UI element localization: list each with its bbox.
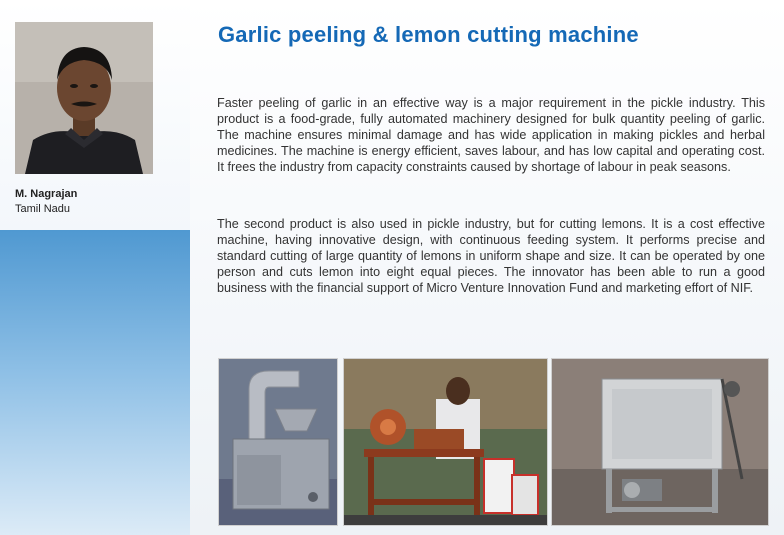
lemon-cutting-machine-photo <box>343 358 548 526</box>
article-title: Garlic peeling & lemon cutting machine <box>218 22 639 47</box>
article-paragraph-1: Faster peeling of garlic in an effective way is a major requirement in the pickle industry. This product is a food-grade, fully automated machinery designed for bulk quantity peeling of garlic. The machine ensures minimal damage and has wide application in making pickles and herbal medicines. The machine is energy efficient, saves labour, and has low capital and operating cost. It frees the industry from capacity constraints caused by shortage of labour in peak seasons. <box>217 96 765 174</box>
innovator-location: Tamil Nadu <box>15 203 71 215</box>
innovator-portrait <box>15 22 153 174</box>
machine-side-view-photo <box>551 358 769 526</box>
innovator-name: M. Nagrajan <box>15 188 78 200</box>
article-paragraph-2: The second product is also used in pickle industry, but for cutting lemons. It is a cost effective machine, having innovative design, with continuous feeding system. It performs precise and standard cutting of large quantity of lemons in uniform shape and size. It can be operated by one person and cuts lemon into eight equal pieces. The innovator has been able to run a good business with the financial support of Micro Venture Innovation Fund and marketing effort of NIF. <box>217 217 765 295</box>
garlic-peeling-machine-photo <box>218 358 338 526</box>
